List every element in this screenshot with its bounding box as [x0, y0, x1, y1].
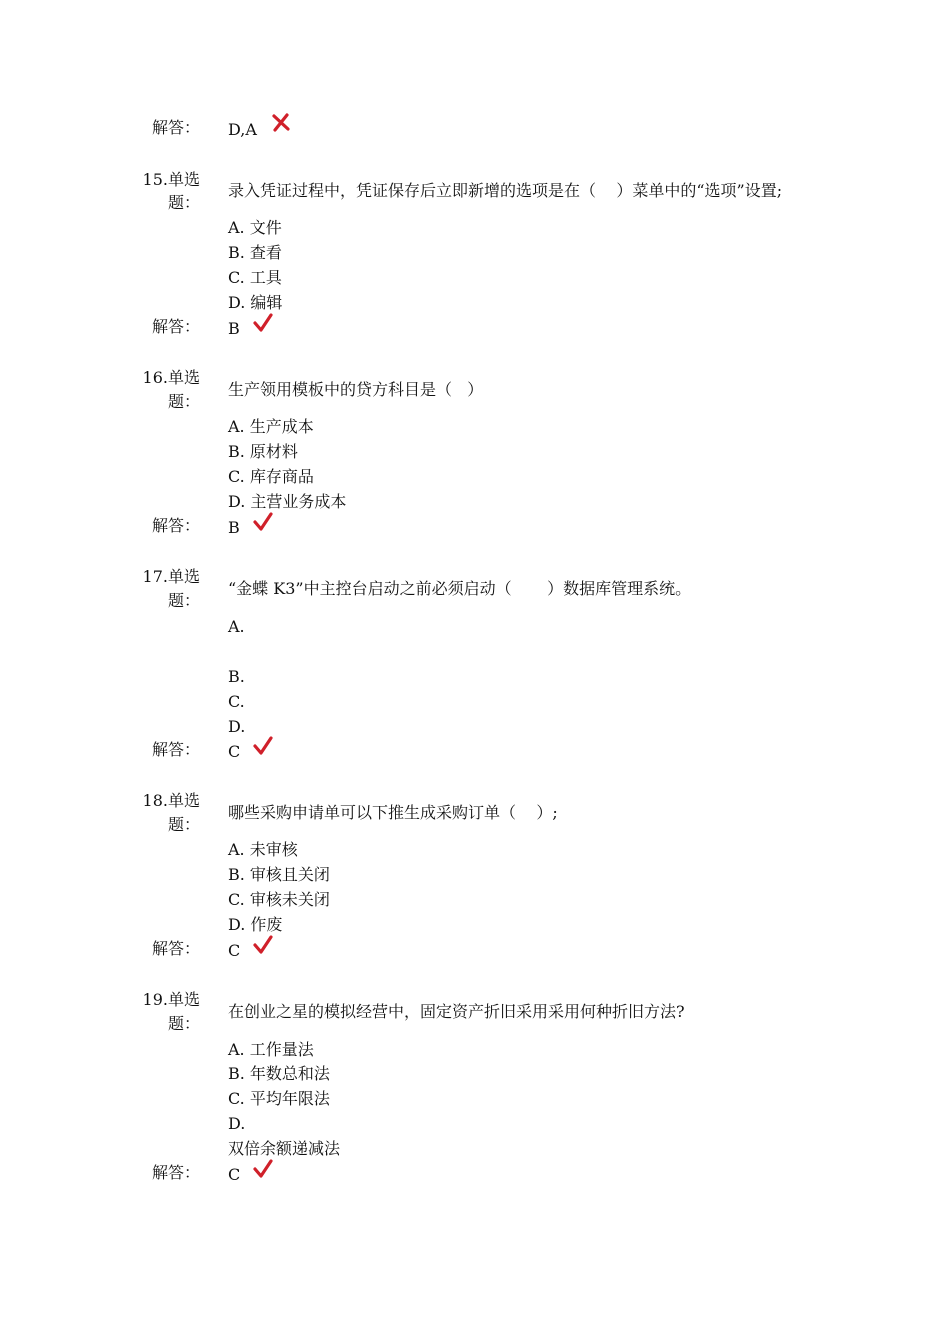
question-stem: 生产领用模板中的贷方科目是（ ） — [228, 380, 484, 399]
option: B. 年数总和法 — [228, 1064, 330, 1083]
answer-label: 解答： — [151, 939, 200, 958]
question-type: 题： — [167, 392, 200, 411]
option: A. 生产成本 — [228, 417, 314, 436]
check-icon — [252, 1158, 274, 1180]
answer-label: 解答： — [151, 516, 200, 535]
option: D. 主营业务成本 — [228, 492, 347, 511]
question-type: 题： — [167, 1014, 200, 1033]
answer-value: C — [228, 1165, 241, 1184]
question-stem: “金蝶 K3”中主控台启动之前必须启动（ ）数据库管理系统。 — [228, 579, 692, 598]
answer-value: C — [228, 742, 241, 761]
option: D. 编辑 — [228, 293, 283, 312]
answer-value: B — [228, 518, 240, 537]
option: D. 作废 — [228, 915, 283, 934]
option: B. — [228, 667, 245, 686]
check-icon — [252, 511, 274, 533]
check-icon — [252, 735, 274, 757]
option: A. 未审核 — [228, 840, 298, 859]
option: C. — [228, 692, 245, 711]
check-icon — [252, 934, 274, 956]
option: A. 文件 — [228, 218, 282, 237]
question-number: 19.单选 — [142, 990, 200, 1009]
option: C. 库存商品 — [228, 467, 314, 486]
answer-value: D,A — [228, 120, 257, 139]
option: C. 工具 — [228, 268, 282, 287]
option: D. — [228, 1114, 246, 1133]
option: D. — [228, 717, 246, 736]
question-type: 题： — [167, 193, 200, 212]
question-stem: 在创业之星的模拟经营中，固定资产折旧采用采用何种折旧方法? — [228, 1002, 685, 1021]
option: B. 查看 — [228, 243, 282, 262]
question-number: 15.单选 — [142, 170, 200, 189]
option: A. 工作量法 — [228, 1040, 314, 1059]
option: C. 平均年限法 — [228, 1089, 330, 1108]
question-stem: 哪些采购申请单可以下推生成采购订单（ ）; — [228, 803, 558, 822]
question-stem: 录入凭证过程中，凭证保存后立即新增的选项是在（ ）菜单中的“选项”设置; — [228, 181, 783, 200]
option: C. 审核未关闭 — [228, 890, 330, 909]
check-icon — [252, 312, 274, 334]
answer-value: C — [228, 941, 241, 960]
answer-label: 解答： — [151, 1163, 200, 1182]
option: B. 审核且关闭 — [228, 865, 330, 884]
cross-icon — [270, 112, 292, 134]
question-number: 18.单选 — [142, 791, 200, 810]
answer-label: 解答： — [151, 317, 200, 336]
question-number: 16.单选 — [142, 368, 200, 387]
answer-label: 解答： — [151, 740, 200, 759]
question-type: 题： — [167, 815, 200, 834]
answer-value: B — [228, 319, 240, 338]
option: A. — [228, 617, 245, 636]
option-text: 双倍余额递减法 — [228, 1139, 341, 1158]
answer-label: 解答： — [151, 118, 200, 137]
question-number: 17.单选 — [142, 567, 200, 586]
option: B. 原材料 — [228, 442, 298, 461]
question-type: 题： — [167, 591, 200, 610]
